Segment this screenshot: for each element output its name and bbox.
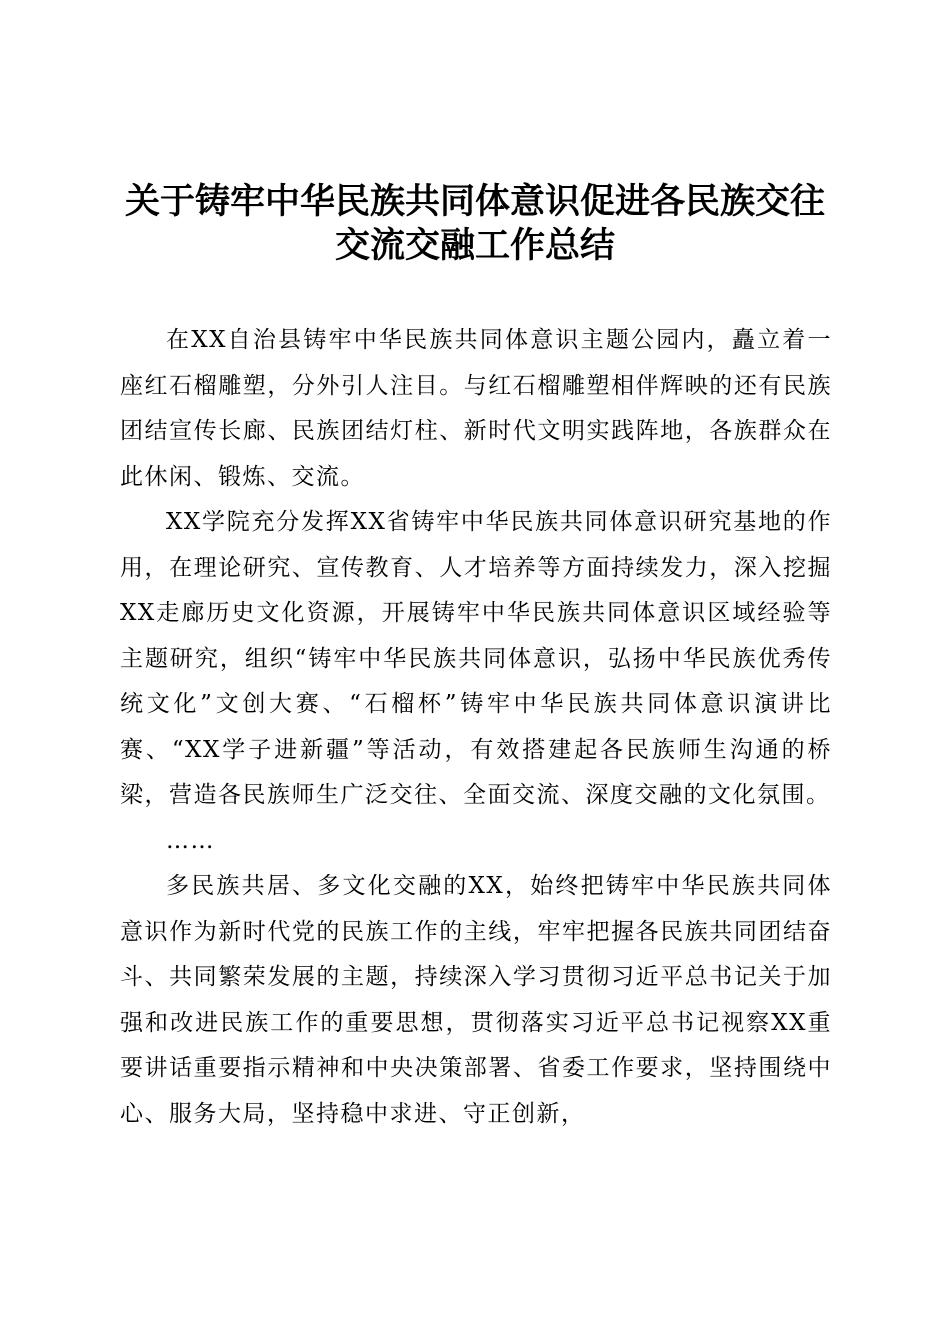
title-line-2: 交流交融工作总结 (334, 225, 615, 266)
paragraph-3: 多民族共居、多文化交融的XX，始终把铸牢中华民族共同体意识作为新时代党的民族工作的主线，牢牢把握各民族共同团结奋斗、共同繁荣发展的主题，持续深入学习贯彻习近平总书记关于加强和改进民族工作的重要思想，贯彻落实习近平总书记视察XX重要讲话重要指示精神和中央决策部署、省委工作要求，坚持围绕中心、服务大局，坚持稳中求进、守正创新， (120, 873, 832, 1127)
paragraph-1: 在XX自治县铸牢中华民族共同体意识主题公园内，矗立着一座红石榴雕塑，分外引人注目。与红石榴雕塑相伴辉映的还有民族团结宣传长廊、民族团结灯柱、新时代文明实践阵地，各族群众在此休闲、锻炼、交流。 (120, 327, 832, 490)
document-body (120, 318, 832, 1137)
document-title (100, 180, 850, 268)
paragraph-2: XX学院充分发挥XX省铸牢中华民族共同体意识研究基地的作用，在理论研究、宣传教育、人才培养等方面持续发力，深入挖掘XX走廊历史文化资源，开展铸牢中华民族共同体意识区域经验等主题研究，组织“铸牢中华民族共同体意识，弘扬中华民族优秀传统文化”文创大赛、“石榴杯”铸牢中华民族共同体意识演讲比赛、“XX学子进新疆”等活动，有效搭建起各民族师生沟通的桥梁，营造各民族师生广泛交往、全面交流、深度交融的文化氛围。 (120, 509, 832, 808)
ellipsis-paragraph: …… (166, 827, 215, 854)
title-line-1: 关于铸牢中华民族共同体意识促进各民族交往 (124, 181, 825, 222)
